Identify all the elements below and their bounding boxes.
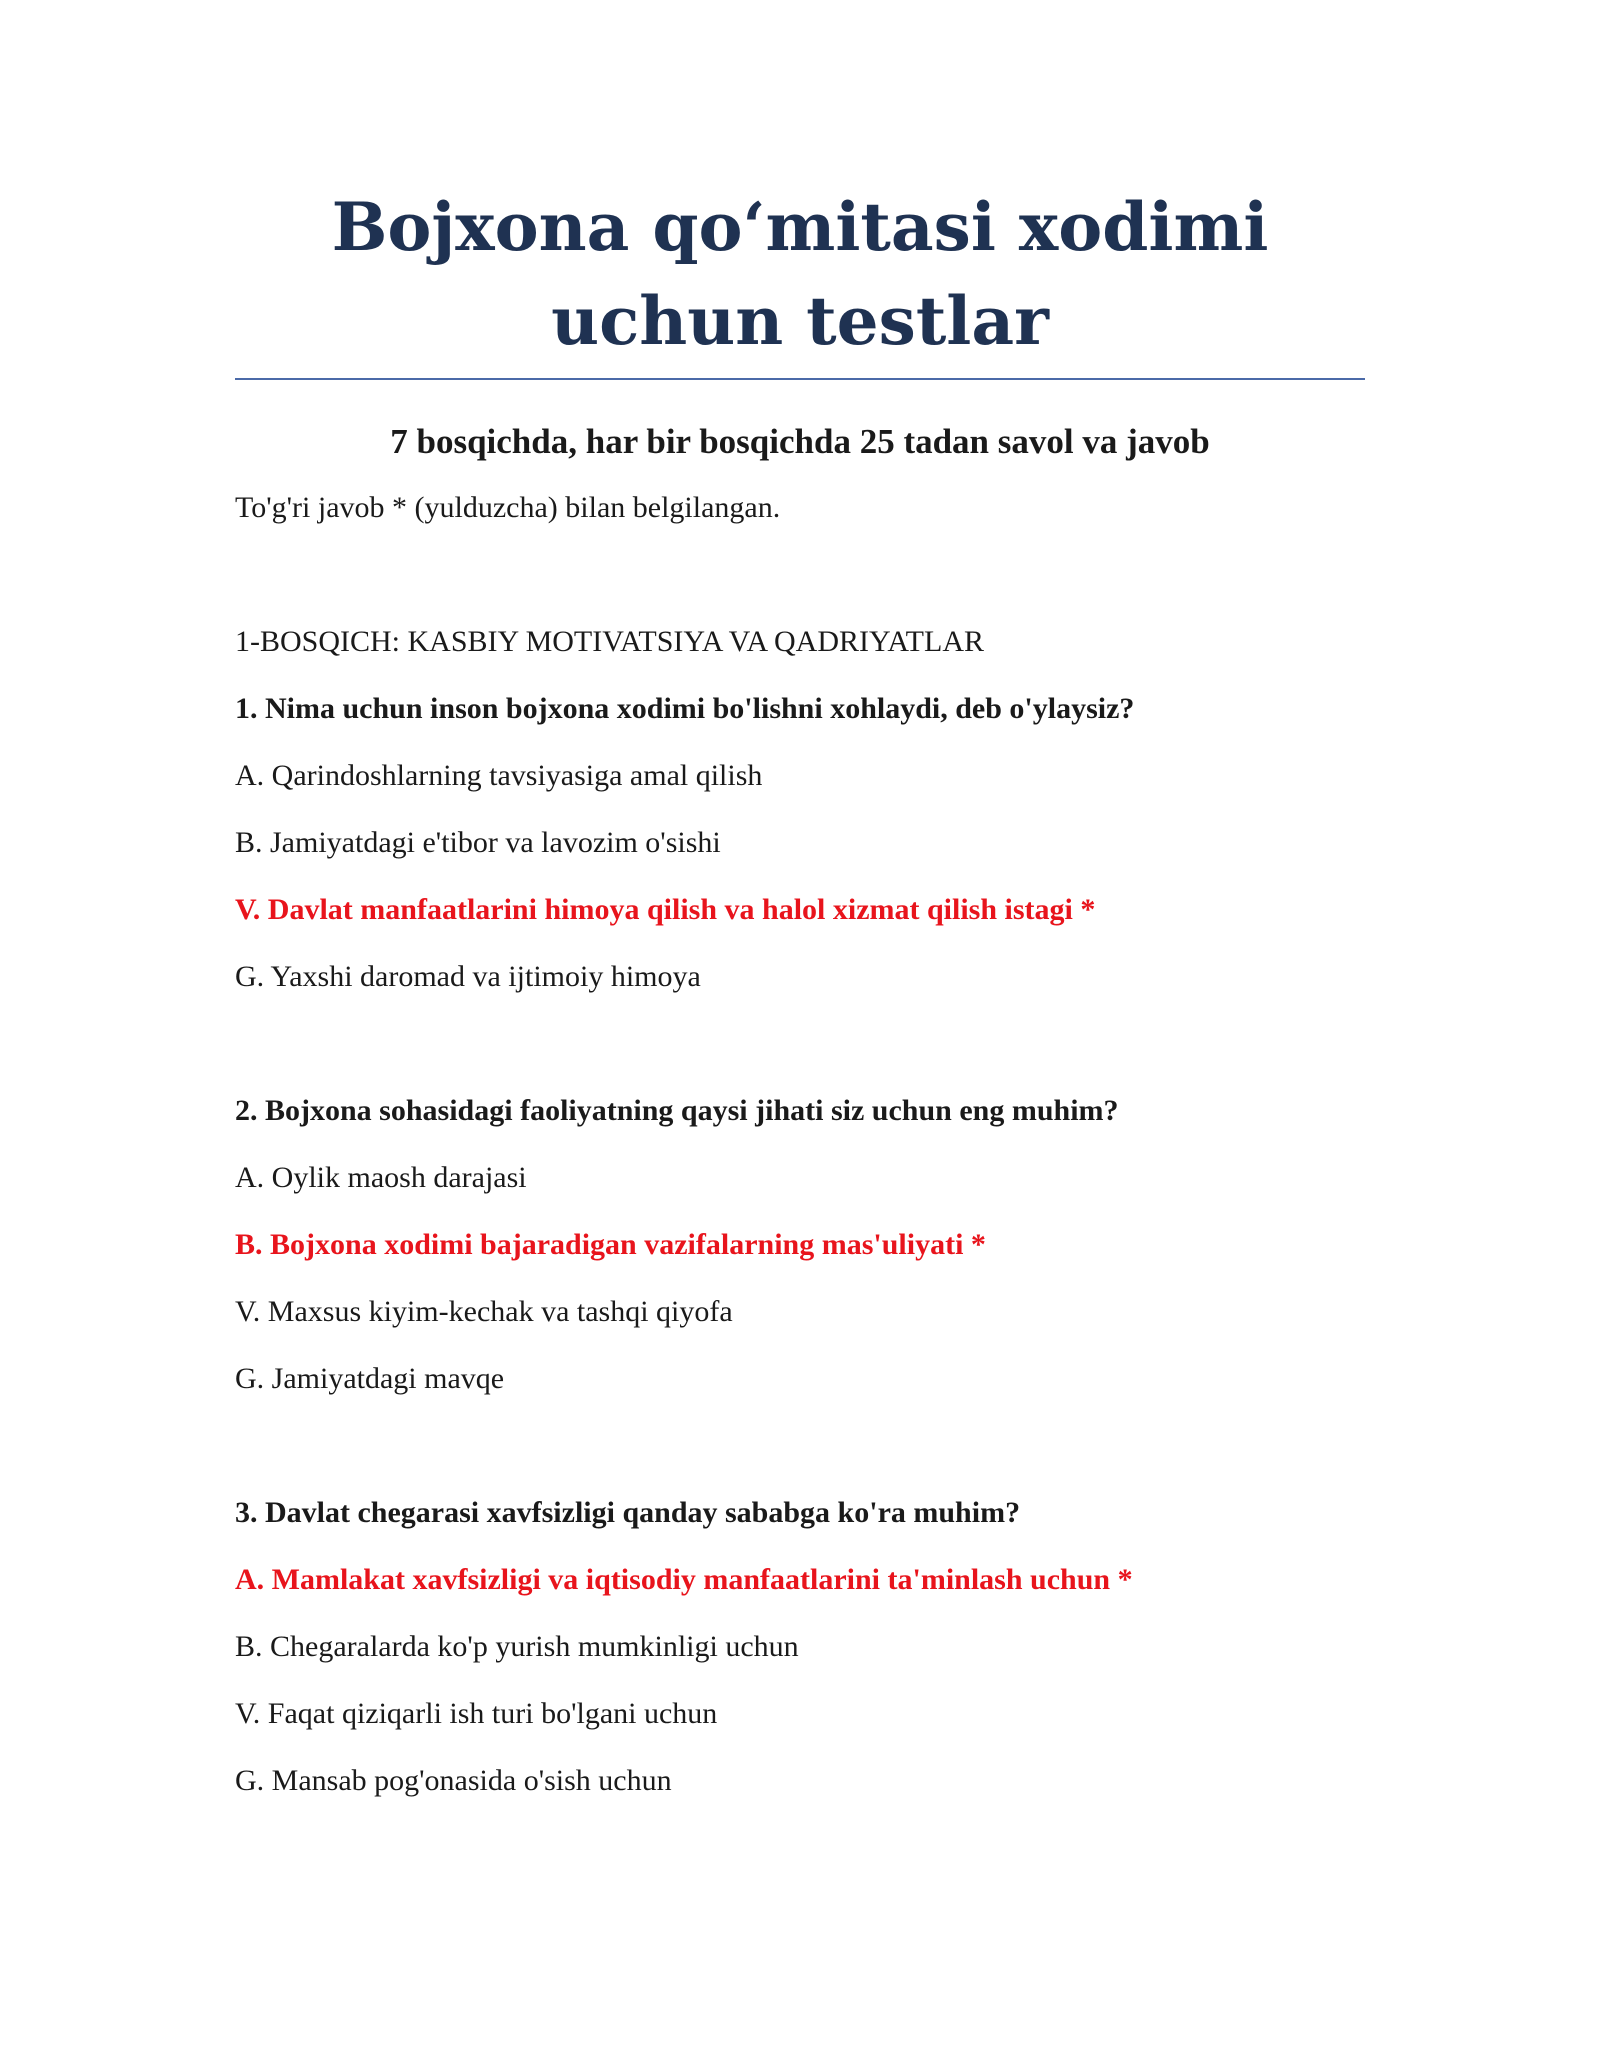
correct-answer-option: A. Mamlakat xavfsizligi va iqtisodiy manfaatlarini ta'minlash uchun *	[235, 1563, 1133, 1596]
title-divider	[235, 378, 1365, 380]
answer-option: A. Qarindoshlarning tavsiyasiga amal qilish	[235, 759, 763, 792]
question-text: 3. Davlat chegarasi xavfsizligi qanday sababga ko'ra muhim?	[235, 1496, 1021, 1529]
question-text: 1. Nima uchun inson bojxona xodimi bo'lishni xohlaydi, deb o'ylaysiz?	[235, 692, 1135, 725]
correct-answer-option: B. Bojxona xodimi bajaradigan vazifalarning mas'uliyati *	[235, 1228, 986, 1261]
document-content	[235, 180, 1365, 1801]
answer-option: G. Yaxshi daromad va ijtimoiy himoya	[235, 960, 701, 993]
answer-option: V. Faqat qiziqarli ish turi bo'lgani uchun	[235, 1697, 718, 1730]
stage-title: 1-BOSQICH: KASBIY MOTIVATSIYA VA QADRIYATLAR	[235, 625, 984, 658]
answer-option: B. Jamiyatdagi e'tibor va lavozim o'sishi	[235, 826, 721, 859]
question-text: 2. Bojxona sohasidagi faoliyatning qaysi jihati siz uchun eng muhim?	[235, 1094, 1119, 1127]
answer-option: A. Oylik maosh darajasi	[235, 1161, 527, 1194]
correct-answer-option: V. Davlat manfaatlarini himoya qilish va halol xizmat qilish istagi *	[235, 893, 1096, 926]
document-title: Bojxona qo‘mitasi xodimi uchun testlar	[331, 188, 1269, 360]
answer-option: G. Jamiyatdagi mavqe	[235, 1362, 505, 1395]
answer-option: V. Maxsus kiyim-kechak va tashqi qiyofa	[235, 1295, 733, 1328]
document-subtitle: 7 bosqichda, har bir bosqichda 25 tadan savol va javob	[390, 422, 1210, 461]
answer-option: G. Mansab pog'onasida o'sish uchun	[235, 1764, 672, 1797]
question-block	[235, 1493, 1365, 1801]
question-block	[235, 689, 1365, 997]
answer-option: B. Chegaralarda ko'p yurish mumkinligi uchun	[235, 1630, 799, 1663]
question-block	[235, 1091, 1365, 1399]
answer-key-note: To'g'ri javob * (yulduzcha) bilan belgilangan.	[235, 491, 781, 524]
